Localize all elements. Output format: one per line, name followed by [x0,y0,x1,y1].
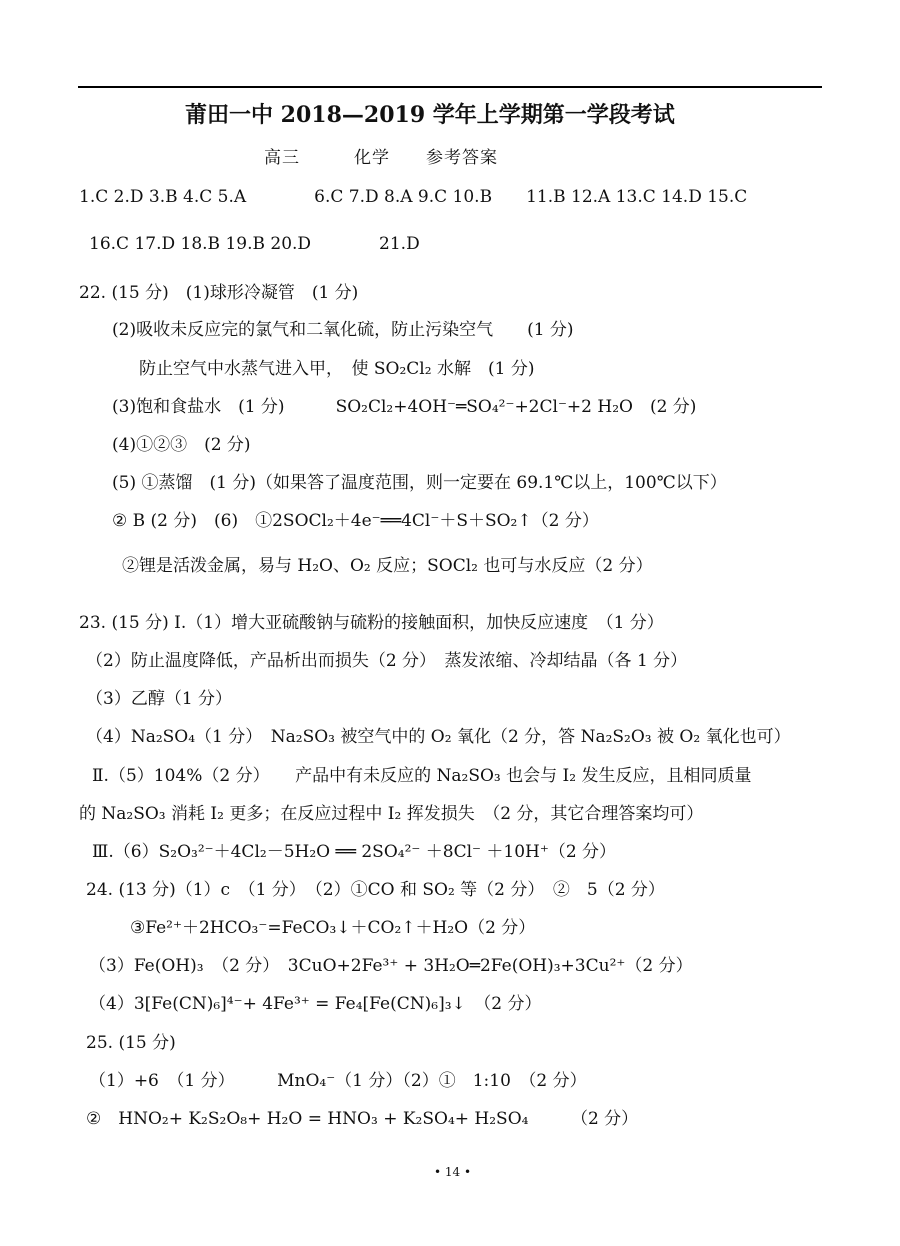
page-subtitle: 高三 化学 参考答案 [264,148,498,168]
q23-header: 23. (15 分) Ⅰ.（1）增大亚硫酸钠与硫粉的接触面积，加快反应速度 （1 分） [79,613,664,633]
q24-header: 24. (13 分)（1）c （1 分） （2）①CO 和 SO₂ 等（2 分） ② 5（2 分） [86,880,665,900]
q25-part2-b: ② HNO₂+ K₂S₂O₈+ H₂O = HNO₃ + K₂SO₄+ H₂SO₄ （2 分） [86,1109,639,1129]
q22-part5-6: ② B (2 分) (6) ①2SOCl₂＋4e⁻══4Cl⁻＋S＋SO₂↑（2 分） [112,511,599,531]
q23-part2: （2）防止温度降低，产品析出而损失（2 分） 蒸发浓缩、冷却结晶（各 1 分） [86,651,688,671]
q24-part2-3: ③Fe²⁺＋2HCO₃⁻=FeCO₃↓＋CO₂↑＋H₂O（2 分） [130,918,536,938]
q22-part5: (5) ①蒸馏 (1 分)（如果答了温度范围，则一定要在 69.1℃以上，100℃以下） [112,473,727,493]
q24-part3: （3）Fe(OH)₃ （2 分） 3CuO+2Fe³⁺ + 3H₂O═2Fe(OH)₃+3Cu²⁺（2 分） [89,956,693,976]
q22-header: 22. (15 分) (1)球形冷凝管 (1 分) [79,283,359,303]
q23-part6: Ⅲ.（6）S₂O₃²⁻＋4Cl₂－5H₂O ══ 2SO₄²⁻ ＋8Cl⁻ ＋10H⁺（2 分） [92,842,617,862]
q25-header: 25. (15 分) [86,1033,176,1053]
q22-part2: (2)吸收未反应完的氯气和二氧化硫，防止污染空气 (1 分) [112,320,574,340]
page-number: • 14 • [434,1165,472,1179]
answer-line-mc-2: 16.C 17.D 18.B 19.B 20.D 21.D [89,234,420,254]
q23-part5: Ⅱ.（5）104%（2 分） 产品中有未反应的 Na₂SO₃ 也会与 I₂ 发生反应，且相同质量 [92,766,752,786]
q22-part4: (4)①②③ (2 分) [112,435,251,455]
q23-part5-b: 的 Na₂SO₃ 消耗 I₂ 更多；在反应过程中 I₂ 挥发损失 （2 分，其它合理答案均可） [79,804,704,824]
q23-part4: （4）Na₂SO₄（1 分） Na₂SO₃ 被空气中的 O₂ 氧化（2 分，答 Na₂S₂O₃ 被 O₂ 氧化也可） [86,727,791,747]
page-title: 莆田一中 2018—2019 学年上学期第一学段考试 [185,102,675,128]
header-rule [78,86,822,88]
q25-part1-2: （1）+6 （1 分） MnO₄⁻（1 分）（2）① 1:10 （2 分） [89,1071,587,1091]
q22-part2-b: 防止空气中水蒸气进入甲， 使 SO₂Cl₂ 水解 (1 分) [139,359,535,379]
q22-part6-b: ②锂是活泼金属，易与 H₂O、O₂ 反应；SOCl₂ 也可与水反应（2 分） [122,556,653,576]
q22-part3: (3)饱和食盐水 (1 分) SO₂Cl₂+4OH⁻═SO₄²⁻+2Cl⁻+2 H₂O (2 分) [112,397,697,417]
q24-part4: （4）3[Fe(CN)₆]⁴⁻+ 4Fe³⁺ = Fe₄[Fe(CN)₆]₃↓ （2 分） [89,994,542,1014]
q23-part3: （3）乙醇（1 分） [86,689,233,709]
answer-line-mc-1: 1.C 2.D 3.B 4.C 5.A 6.C 7.D 8.A 9.C 10.B 11.B 12.A 13.C 14.D 15.C [79,187,748,207]
